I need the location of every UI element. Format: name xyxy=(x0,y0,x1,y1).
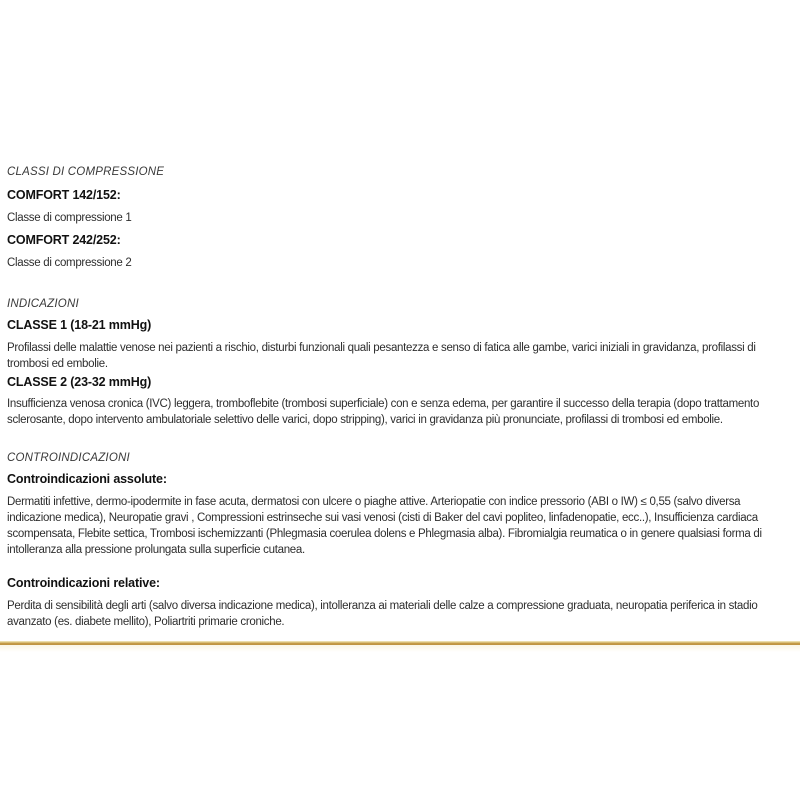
entry-text-comfort-142-152: Classe di compressione 1 xyxy=(7,212,132,224)
gold-divider-glow xyxy=(0,645,800,652)
entry-classe-2 xyxy=(7,375,793,428)
entry-controindicazioni-relative xyxy=(7,576,793,630)
section-heading-controindicazioni: CONTROINDICAZIONI xyxy=(7,452,130,464)
entry-text-classe-1: Profilassi delle malattie venose nei pazienti a rischio, disturbi funzionali quali pesantezza e senso di fatica alle gambe, varici iniziali in gravidanza, profilassi di trombosi ed embolie. xyxy=(7,342,756,370)
entry-comfort-242-252 xyxy=(7,233,793,271)
section-controindicazioni xyxy=(7,451,793,630)
entry-label-controindicazioni-relative: Controindicazioni relative: xyxy=(7,576,160,590)
entry-label-classe-2: CLASSE 2 (23-32 mmHg) xyxy=(7,375,152,389)
section-classi-di-compressione xyxy=(7,165,793,271)
entry-label-comfort-142-152: COMFORT 142/152: xyxy=(7,188,121,202)
entry-label-comfort-242-252: COMFORT 242/252: xyxy=(7,233,121,247)
entry-text-classe-2: Insufficienza venosa cronica (IVC) leggera, tromboflebite (trombosi superficiale) con e senza edema, per garantire il successo della terapia (dopo trattamento sclerosante, dopo intervento ambulatoriale selettivo delle varici, dopo stripping), varici in gravidanza più pronunciate, profilassi di trombosi ed embolie. xyxy=(7,398,760,426)
entry-label-controindicazioni-assolute: Controindicazioni assolute: xyxy=(7,472,167,486)
entry-text-controindicazioni-relative: Perdita di sensibilità degli arti (salvo diversa indicazione medica), intolleranza ai materiali delle calze a compressione graduata, neuropatia periferica in stadio avanzato (es. diabete mellito), Poliartriti primarie croniche. xyxy=(7,600,758,628)
entry-classe-1 xyxy=(7,318,793,372)
section-heading-classi-di-compressione: CLASSI DI COMPRESSIONE xyxy=(7,166,165,178)
entry-controindicazioni-assolute xyxy=(7,472,793,558)
entry-text-comfort-242-252: Classe di compressione 2 xyxy=(7,257,132,269)
section-indicazioni xyxy=(7,297,793,428)
entry-comfort-142-152 xyxy=(7,188,793,226)
section-heading-indicazioni: INDICAZIONI xyxy=(7,298,79,310)
entry-label-classe-1: CLASSE 1 (18-21 mmHg) xyxy=(7,318,152,332)
entry-text-controindicazioni-assolute: Dermatiti infettive, dermo-ipodermite in fase acuta, dermatosi con ulcere o piaghe attive. Arteriopatie con indice pressorio (ABI o IW) ≤ 0,55 (salvo diversa indicazione medica), Neuropatie gravi , Compressioni estrinseche sui vasi venosi (cisti di Baker del cavi popliteo, linfadenopatie, ecc..), Insufficienza cardiaca scompensata, Flebite settica, Trombosi ischemizzanti (Phlegmasia coerulea dolens e Phlegmasia alba). Fibromialgia reumatica o in genere qualsiasi forma di intolleranza alla pressione prolungata sulla superficie cutanea. xyxy=(7,496,762,556)
